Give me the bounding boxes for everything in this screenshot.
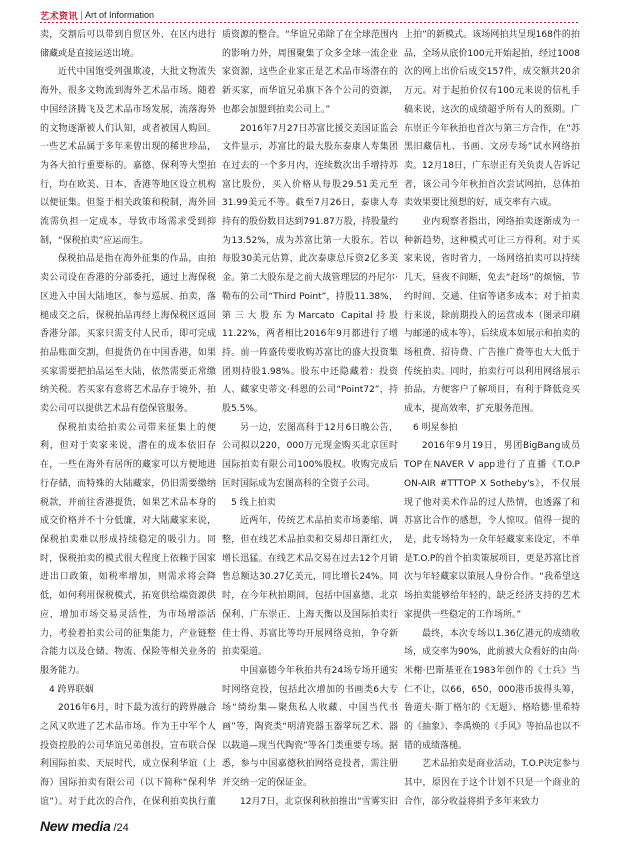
- body-paragraph: 最终，本次专场以1.36亿港元的成绩收场，成交率为90%，此前被大众看好的由尚·米榭·巴斯基亚在1983年创作的《士兵》当仁不让，以66，650，000港币拔得头筹，鲁道夫·斯丁格尔的《无题》、格哈德·里希特的《抽象》、李禹焕的《手风》等拍品也以不错的成绩落槌。: [404, 628, 580, 751]
- body-paragraph: 上拍”的新模式。该场网拍共呈现168件的拍品，全场从底价100元开始起拍，经过1008次的网上出价后成交157件，成交额共20余万元。对于起拍价仅有100元来说的信札手稿来说，这次的成绩超乎所有人的预期。广东崇正今年秋拍也首次与第三方合作，在“苏黑旧藏信札、书画、文房专场”试水网络拍卖。12月18日，广东崇正有关负责人告诉记者，该公司今年秋拍首次尝试网拍，总体拍卖效果要比预想的好，成交率有六成。: [404, 30, 580, 209]
- body-paragraph: 质资源的整合。“华谊兄弟除了在全球范围内的影响力外，周围聚集了众多全球一流企业家资源，这些企业家正是艺术品市场潜在的新买家，而华谊兄弟旗下各个公司的资源，也都会加盟到拍卖公司上。”: [222, 30, 398, 115]
- section-header: [40, 8, 154, 22]
- column-1: [40, 26, 216, 812]
- magazine-logo: New media: [40, 818, 111, 834]
- body-paragraph: 近两年，传统艺术品拍卖市场萎缩、调整，但在线艺术品拍卖和交易却日渐红火，增长迅猛。在线艺术品交易在过去12个月销售总额达30.27亿美元，同比增长24%。同时，在今年秋拍期间，包括中国嘉德、北京保利、广东崇正、上海天衡以及国际拍卖行佳士得、苏富比等均开展网络竞拍，争夺新拍卖渠道。: [222, 516, 398, 658]
- body-paragraph: 艺术品拍卖是商业活动，T.O.P决定参与其中，原因在于这个计划不只是一个商业的合作，部分收益将捐予多年来致力: [404, 759, 580, 807]
- body-paragraph: 业内观察者指出，网络拍卖逐渐成为一种新趋势，这种模式可让三方得利。对于买家来说，省时省力，一场网络拍卖可以持续几天，昼夜不间断，免去“赶场”的烦恼，节约时间、交通、住宿等诸多成本；对于拍卖行来说，除前期投入的运营成本（图录印刷与邮递的成本等），后续成本如展示和拍卖的场租费、招待费、广告推广费等也大大低于传统拍卖。同时，拍卖行可以利用网络展示拍品，方便客户了解项目，有利于降低竞买成本，提高效率，扩充服务范围。: [404, 217, 580, 415]
- page-number: 24: [116, 822, 129, 834]
- column-3: [404, 26, 580, 812]
- body-paragraph: 2016年9月19日，男团BigBang成员TOP在NAVER V app进行了直播《T.O.P ON-AIR #TTTOP X Sotheby's》，不仅展现了他对美术作品的过人热情，也透露了和苏富比合作的感想，令人惊叹。值得一提的是，此专场特为一众年轻藏家来设定，不单是T.O.P的首个拍卖策展项目，更是苏富比首次与年轻藏家以策展人身份合作。“我希望这场拍卖能够给年轻的、缺乏经济支持的艺术家提供一些稳定的工作场所。”: [404, 441, 580, 620]
- body-paragraph: 12月7日，北京保利秋拍推出“雪雾实旧: [240, 796, 398, 807]
- body-paragraph: 近代中国饱受列强欺凌，大批文物流失海外，很多文物流到海外艺术品市场。随着中国经济腾飞及艺术品市场发展，流落海外的文物逐渐被人们认知，或者被国人购回。一些艺术品属于多年来曾出现的稀世珍品，为各大拍行重要标的。嘉德、保利等大型拍行，均在欧美、日本、香港等地区设立机构以便征集。但鉴于相关政策和税制，海外回流需负担一定成本，导致市场需求受到抑制，“保税拍卖”应运而生。: [40, 67, 216, 246]
- body-paragraph: 卖，交割后可以带到自贸区外、在区内进行储藏或是直接运送出境。: [40, 30, 216, 59]
- article-body: [40, 26, 580, 812]
- section-heading: 6 明星参拍: [413, 422, 458, 433]
- footer-separator: /: [113, 822, 117, 834]
- section-title-en: Art of Information: [85, 10, 155, 20]
- page-footer: [40, 818, 129, 838]
- section-heading: 4 跨界联姻: [49, 684, 94, 695]
- body-paragraph: 保税拍卖给拍卖公司带来征集上的便利，但对于卖家来说，潜在的成本依旧存在，一些在海外有居所的藏家可以方便地进行存储，而特殊的大陆藏家，仍旧需要缴纳税款，并前往香港提货，如果艺术品本身的成交价格并不十分低廉，对大陆藏家来说，保税拍卖难以形成持续稳定的吸引力。同时，保税拍卖的模式很大程度上依赖于国家进出口政策，如税率增加，则需求将会降低，如何利用保税模式，拓宽供给端资源供应，增加市场交易灵活性，为市场增添活力，考验着拍卖公司的征集能力，产业链整合能力以及仓储、物流、保险等相关业务的服务能力。: [40, 422, 216, 676]
- column-2: [222, 26, 398, 812]
- section-heading: 5 线上拍卖: [231, 497, 276, 508]
- section-title-zh: 艺术资讯: [40, 11, 79, 22]
- body-paragraph: 中国嘉德今年秋拍共有24场专场开通实时网络竞投，包括此次增加的书画类6大专场“绮纷集—聚焦私人收藏、中国当代书画”等，陶瓷类“明清瓷器玉器掌玩艺术、器以载道—现当代陶瓷”等各门类重要专场。据悉，参与中国嘉德秋拍网络竞投者，需注册并交纳一定的保证金。: [222, 665, 398, 789]
- body-paragraph: 另一边，宏图高科于12月6日晚公告，公司拟以220，000万元现金购买北京匡时国际拍卖有限公司100%股权。收购完成后匡时国际成为宏图高科的全资子公司。: [222, 422, 398, 489]
- body-paragraph: 2016年6月，时下最为流行的跨界融合之风又吹进了艺术品市场。作为王中军个人投资控股的公司华谊兄弟创投，宣布联合保利国际拍卖、天辰时代，成立保利华谊（上海）国际拍卖有限公司（以下简称“保利华谊”）。对于此次的合作，在保利拍卖执行董: [40, 703, 216, 807]
- header-rule: [40, 22, 580, 23]
- header-divider: [81, 11, 82, 20]
- body-paragraph: 2016年7月27日苏富比援交美国证监会文件显示，苏富比的最大股东泰康人寿集团在过去的一个多月内，连续数次出手增持苏富比股份，买入价格从每股29.51美元至31.99美元不等。截至7月26日，泰康人寿持有的股份数目达到791.87万股，持股量约为13.52%，成为苏富比第一大股东。若以每股30美元估算，此次泰康总斥资2亿多美金。第二大股东是之前大战管理层的丹尼尔·勒布的公司“Third Point”，持股11.38%，第三大股东为Marcato Capital持股11.22%，两者相比2016年9月都进行了增持。前一阵盛传要收购苏富比的盛大投资集团则持股1.98%。股东中还隐藏着：投资人、藏家史蒂文·科恩的公司“Point72”，持股5.5%。: [222, 123, 398, 415]
- body-paragraph: 保税拍品是指在海外征集的作品，由拍卖公司设在香港的分部委托，通过上海保税区进入中国大陆地区，参与巡展、拍卖，落槌成交之后，保税拍品再经上海保税区返回香港分部。买家只需支付人民币，即可完成拍品账面交割，但提货仍在中国香港，如果买家需要把拍品运至大陆，依然需要正常缴纳关税。若买家有意将艺术品存于境外，拍卖公司可以提供艺术品有偿保管服务。: [40, 254, 216, 415]
